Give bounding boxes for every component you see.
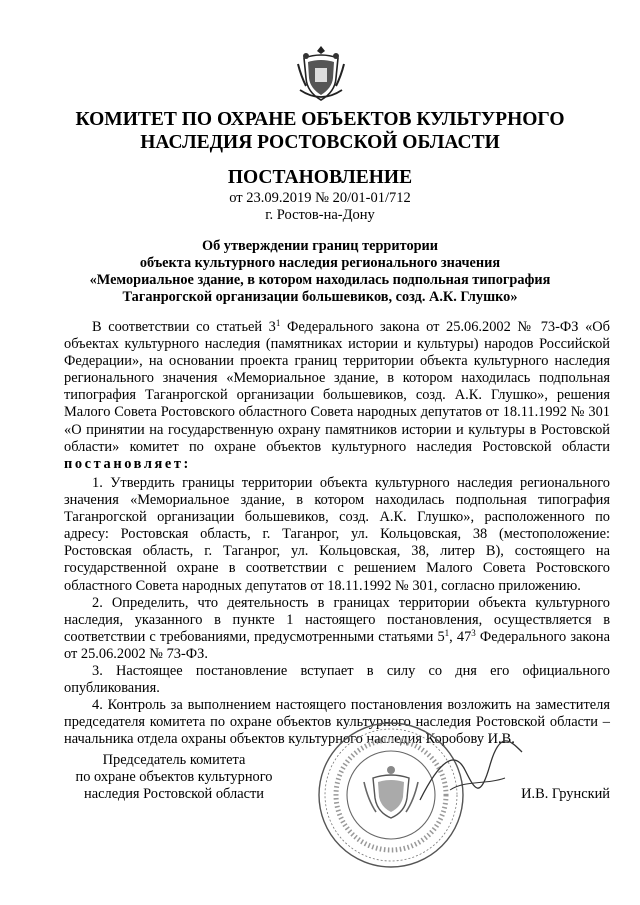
point-2-sup-2: 3 [471,627,476,638]
point-4: 4. Контроль за выполнением настоящего постановления возложить на заместителя председателя комитета по охране объектов культурного наследия Ростовской области – начальника отдела охраны объектов культурного наследия Коробову И.В. [64,697,610,748]
signatory-title-line2: по охране объектов культурного [75,769,273,785]
subject-line1: Об утверждении границ территории [201,238,439,254]
document-type: ПОСТАНОВЛЕНИЕ [227,167,413,188]
signatory-title-line1: Председатель комитета [102,752,246,768]
point-3: 3. Настоящее постановление вступает в силу со дня его официального опубликования. [64,663,610,697]
coat-of-arms-icon [296,44,346,104]
point-1: 1. Утвердить границы территории объекта культурного наследия регионального значения «Мемориальное здание, в котором находилась подпольная типография Таганрогской организации большевиков, созд. А.К. Глушко», расположенного по адресу: Ростовская область, г. Таганрог, ул. Кольцовская, 38 (местоположение: Ростовская область, г. Таганрог, ул. Кольцовская, 38, литер В), состоящего на государственной охране в соответствии с решением Малого Совета Ростовского областного Совета народных депутатов от 18.11.1992 № 301, согласно приложению. [64,475,610,594]
point-2-text-a: 2. Определить, что деятельность в границах территории объекта культурного наследия, указанного в пункте 1 настоящего постановления, осуществляется в соответствии с требованиями, предусмотренными статьями 5 [64,594,610,645]
decree-city: г. Ростов-на-Дону [265,207,375,223]
handwritten-signature-icon [410,730,530,820]
point-2-text-b: , 47 [449,628,472,645]
decree-date-number: от 23.09.2019 № 20/01-01/712 [229,190,411,206]
subject-line3: «Мемориальное здание, в котором находилась подпольная типография [89,272,551,288]
signatory-name: И.В. Грунский [521,786,610,802]
subject-line2: объекта культурного наследия регионального значения [139,255,501,271]
signatory-title-line3: наследия Ростовской области [84,786,264,802]
point-2 [64,595,610,663]
committee-name-line2: НАСЛЕДИЯ РОСТОВСКОЙ ОБЛАСТИ [140,132,500,153]
preamble-text-2: Федерального закона от 25.06.2002 № 73-ФЗ «Об объектах культурного наследия (памятниках истории и культуры) народов Российской Федерации», на основании проекта границ территории объекта культурного наследия регионального значения «Мемориальное здание, в котором находилась подпольная типография Таганрогской организации большевиков, созд. А.К. Глушко», решения Малого Совета Ростовского областного Совета народных депутатов от 18.11.1992 № 301 «О принятии на государственную охрану памятников истории и культуры в Ростовской области» комитет по охране объектов культурного наследия Ростовской области [64,319,610,455]
signatory-title [64,752,284,803]
preamble-paragraph [64,319,610,473]
preamble-text-1: В соответствии со статьей 3 [92,319,276,335]
committee-name-line1: КОМИТЕТ ПО ОХРАНЕ ОБЪЕКТОВ КУЛЬТУРНОГО [75,109,565,130]
preamble-sup: 1 [275,318,281,328]
decree-points [64,475,610,749]
point-2-sup-1: 1 [444,627,450,638]
resolves-word: постановляет: [64,455,191,472]
point-2-text-c: Федерального закона от 25.06.2002 № 73-ФЗ. [64,628,610,662]
subject-line4: Таганрогской организации большевиков, созд. А.К. Глушко» [122,289,518,305]
